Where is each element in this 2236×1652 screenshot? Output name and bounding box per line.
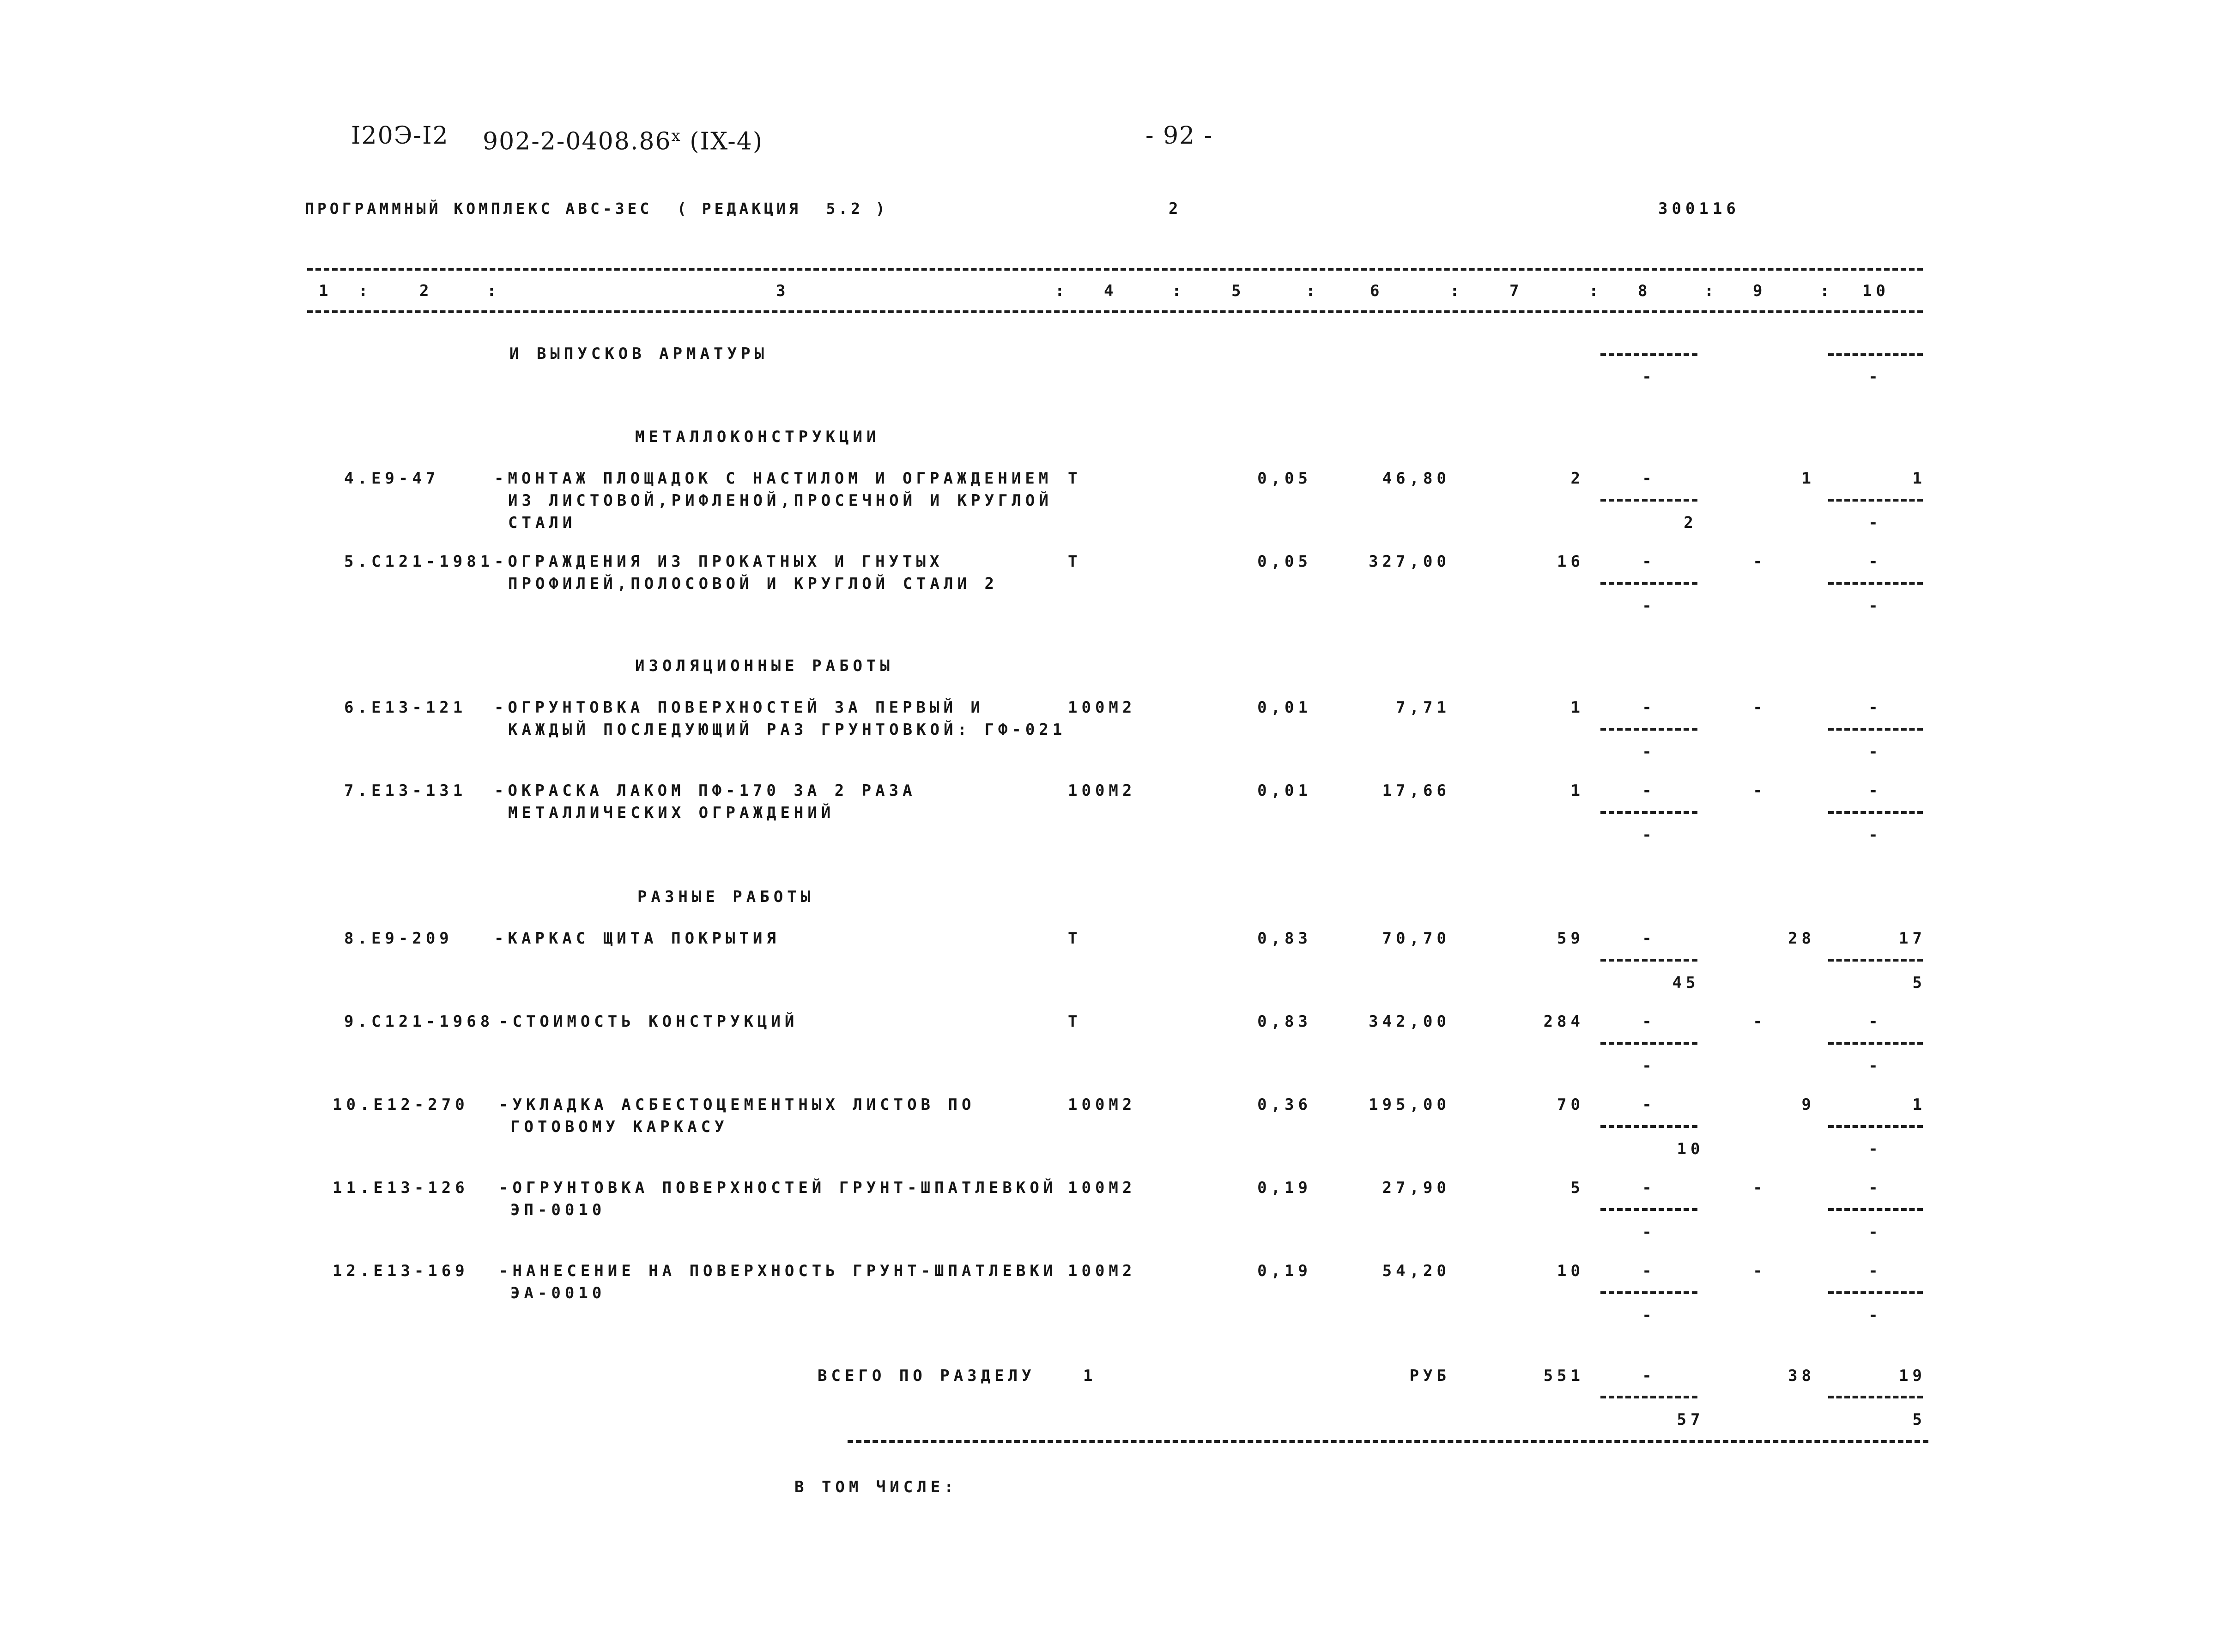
c8-bottom: -	[1642, 368, 1656, 386]
row-c10-top: 17	[1899, 929, 1926, 948]
row-c9: -	[1753, 1012, 1767, 1031]
row-price: 46,80	[1382, 469, 1450, 488]
colsep: :	[1306, 282, 1320, 300]
row-unit: Т	[1068, 552, 1082, 571]
row-c8-top: -	[1642, 552, 1656, 571]
c10-rule	[1828, 1125, 1923, 1128]
section-title: МЕТАЛЛОКОНСТРУКЦИИ	[635, 428, 880, 446]
row-c8-bottom: -	[1642, 1057, 1656, 1075]
c10-rule	[1828, 353, 1923, 356]
c10-rule	[1828, 499, 1923, 502]
row-qty: 0,05	[1257, 469, 1312, 488]
row-price: 70,70	[1382, 929, 1450, 948]
c10-rule	[1828, 811, 1923, 814]
row-code: 10.Е12-270	[333, 1095, 469, 1114]
colhead-4: 4	[1104, 282, 1118, 300]
row-c10-bottom: -	[1868, 1306, 1882, 1325]
row-unit: Т	[1068, 469, 1082, 488]
row-code: 8.Е9-209	[344, 929, 453, 948]
row-c10-top: -	[1868, 1262, 1882, 1280]
total-unit: РУБ	[1409, 1367, 1450, 1385]
row-c8-top: -	[1642, 1262, 1656, 1280]
c8-rule	[1600, 1396, 1697, 1398]
row-desc: -ОКРАСКА ЛАКОМ ПФ-170 ЗА 2 РАЗА	[494, 781, 916, 800]
row-c8-top: -	[1642, 929, 1656, 948]
total-count: 1	[1083, 1367, 1097, 1385]
colsep: :	[1172, 282, 1186, 300]
row-c8-bottom: -	[1642, 597, 1656, 615]
colhead-9: 9	[1753, 282, 1767, 300]
total-c7: 551	[1543, 1367, 1584, 1385]
sheet-number: 2	[1169, 200, 1182, 218]
colhead-10: 10	[1862, 282, 1890, 300]
row-desc: -ОГРУНТОВКА ПОВЕРХНОСТЕЙ ЗА ПЕРВЫЙ И	[494, 698, 984, 717]
row-unit: 100М2	[1068, 1095, 1136, 1114]
row-desc-line2: КАЖДЫЙ ПОСЛЕДУЮЩИЙ РАЗ ГРУНТОВКОЙ: ГФ-021	[508, 720, 1066, 739]
c8-rule	[1600, 499, 1697, 502]
colsep: :	[358, 282, 372, 300]
row-code: 12.Е13-169	[333, 1262, 469, 1280]
row-c10-top: -	[1868, 1012, 1882, 1031]
row-c8-top: -	[1642, 781, 1656, 800]
c8-rule	[1600, 1291, 1697, 1294]
row-price: 327,00	[1369, 552, 1450, 571]
row-code: 9.С121-1968	[344, 1012, 494, 1031]
row-c8-top: -	[1642, 1095, 1656, 1114]
row-desc-line2: ИЗ ЛИСТОВОЙ,РИФЛЕНОЙ,ПРОСЕЧНОЙ И КРУГЛОЙ	[508, 491, 1053, 510]
colsep: :	[1704, 282, 1718, 300]
row-c9: -	[1753, 552, 1767, 571]
row-code: 4.Е9-47	[344, 469, 440, 488]
row-c10-bottom: -	[1868, 597, 1882, 615]
colsep: :	[1055, 282, 1069, 300]
total-c10-bottom: 5	[1912, 1410, 1926, 1429]
row-unit: 100М2	[1068, 781, 1136, 800]
row-c7: 16	[1557, 552, 1584, 571]
row-c10-bottom: -	[1868, 1057, 1882, 1075]
c10-rule	[1828, 1208, 1923, 1211]
c8-rule	[1600, 959, 1697, 962]
row-c10-bottom: -	[1868, 1223, 1882, 1241]
row-code: 11.Е13-126	[333, 1179, 469, 1197]
row-c7: 70	[1557, 1095, 1584, 1114]
colhead-6: 6	[1370, 282, 1384, 300]
row-unit: 100М2	[1068, 1262, 1136, 1280]
row-c10-top: 1	[1912, 469, 1926, 488]
row-code: 6.Е13-121	[344, 698, 467, 717]
rule-under-header	[307, 310, 1923, 313]
row-qty: 0,83	[1257, 1012, 1312, 1031]
c8-rule	[1600, 811, 1697, 814]
row-desc: -СТОИМОСТЬ КОНСТРУКЦИЙ	[499, 1012, 799, 1031]
c8-rule	[1600, 1125, 1697, 1128]
row-desc-line2: ЭА-0010	[510, 1284, 606, 1302]
archive-code: I20Э-I2	[351, 122, 449, 150]
row-c7: 2	[1570, 469, 1584, 488]
row-qty: 0,36	[1257, 1095, 1312, 1114]
page-number: - 92 -	[1145, 122, 1213, 150]
colsep: :	[487, 282, 501, 300]
c10-rule	[1828, 959, 1923, 962]
row-desc-line2: МЕТАЛЛИЧЕСКИХ ОГРАЖДЕНИЙ	[508, 804, 835, 822]
row-c9: 28	[1788, 929, 1815, 948]
row-c8-bottom: -	[1642, 743, 1656, 761]
row-desc-line2: ЭП-0010	[510, 1201, 606, 1219]
colhead-2: 2	[419, 282, 433, 300]
c8-rule	[1600, 582, 1697, 585]
section-title: РАЗНЫЕ РАБОТЫ	[637, 888, 815, 906]
total-c10-top: 19	[1899, 1367, 1926, 1385]
including-label: В ТОМ ЧИСЛЕ:	[794, 1478, 958, 1496]
row-c10-bottom: -	[1868, 826, 1882, 844]
row-unit: Т	[1068, 1012, 1082, 1031]
row-code: 7.Е13-131	[344, 781, 467, 800]
row-qty: 0,01	[1257, 698, 1312, 717]
c8-rule	[1600, 728, 1697, 731]
row-c7: 5	[1570, 1179, 1584, 1197]
row-c9: 9	[1801, 1095, 1815, 1114]
row-price: 195,00	[1369, 1095, 1450, 1114]
c8-rule	[1600, 1042, 1697, 1045]
row-c9: -	[1753, 1262, 1767, 1280]
row-c8-bottom: -	[1642, 826, 1656, 844]
c8-rule	[1600, 353, 1697, 356]
rule-total	[848, 1440, 1928, 1443]
row-c7: 1	[1570, 781, 1584, 800]
row-code: 5.С121-1981	[344, 552, 494, 571]
row-c8-top: -	[1642, 1179, 1656, 1197]
colsep: :	[1450, 282, 1464, 300]
row-c8-bottom: 45	[1672, 974, 1700, 992]
total-c8-bottom: 57	[1677, 1410, 1704, 1429]
program-code: 300116	[1658, 200, 1740, 218]
row-c10-pre: 1	[1801, 469, 1815, 488]
row-price: 342,00	[1369, 1012, 1450, 1031]
row-qty: 0,19	[1257, 1179, 1312, 1197]
row-c9: -	[1753, 781, 1767, 800]
row-c10-top: -	[1868, 698, 1882, 717]
total-label: ВСЕГО ПО РАЗДЕЛУ	[818, 1367, 1036, 1385]
section-title: ИЗОЛЯЦИОННЫЕ РАБОТЫ	[635, 657, 894, 675]
c8-rule	[1600, 1208, 1697, 1211]
row-desc: -ОГРУНТОВКА ПОВЕРХНОСТЕЙ ГРУНТ-ШПАТЛЕВКОЙ	[499, 1179, 1057, 1197]
row-desc-line2: ПРОФИЛЕЙ,ПОЛОСОВОЙ И КРУГЛОЙ СТАЛИ 2	[508, 575, 998, 593]
row-price: 54,20	[1382, 1262, 1450, 1280]
row-qty: 0,19	[1257, 1262, 1312, 1280]
colhead-8: 8	[1638, 282, 1652, 300]
continuation-text: И ВЫПУСКОВ АРМАТУРЫ	[509, 345, 768, 363]
colhead-3: 3	[776, 282, 790, 300]
c10-rule	[1828, 1396, 1923, 1398]
row-c8-top: -	[1642, 698, 1656, 717]
row-c10-top: -	[1868, 1179, 1882, 1197]
total-c8-top: -	[1642, 1367, 1656, 1385]
row-desc: -НАНЕСЕНИЕ НА ПОВЕРХНОСТЬ ГРУНТ-ШПАТЛЕВКИ	[499, 1262, 1057, 1280]
row-c7: 59	[1557, 929, 1584, 948]
row-qty: 0,05	[1257, 552, 1312, 571]
c10-rule	[1828, 1042, 1923, 1045]
document-number: $902-2-0408.86^х$ (IX-4)	[483, 127, 764, 156]
row-c8-top: -	[1642, 1012, 1656, 1031]
row-c10-bottom: -	[1868, 514, 1882, 532]
row-desc: -ОГРАЖДЕНИЯ ИЗ ПРОКАТНЫХ И ГНУТЫХ	[494, 552, 944, 571]
row-price: 7,71	[1396, 698, 1450, 717]
row-c7: 1	[1570, 698, 1584, 717]
row-c8-bottom: -	[1642, 1306, 1656, 1325]
rule-top	[307, 268, 1923, 271]
row-c10-top: 1	[1912, 1095, 1926, 1114]
row-c8-bottom: 10	[1677, 1140, 1704, 1158]
row-price: 27,90	[1382, 1179, 1450, 1197]
c10-rule	[1828, 728, 1923, 731]
row-c9: -	[1753, 698, 1767, 717]
row-c8-bottom: 2	[1684, 514, 1697, 532]
row-c9: -	[1753, 1179, 1767, 1197]
row-c10-top: -	[1868, 781, 1882, 800]
row-qty: 0,83	[1257, 929, 1312, 948]
c10-rule	[1828, 582, 1923, 585]
c10-bottom: -	[1868, 368, 1882, 386]
row-unit: 100М2	[1068, 1179, 1136, 1197]
row-desc: -МОНТАЖ ПЛОЩАДОК С НАСТИЛОМ И ОГРАЖДЕНИЕМ	[494, 469, 1053, 488]
row-c8-bottom: -	[1642, 1223, 1656, 1241]
row-c10-bottom: -	[1868, 1140, 1882, 1158]
row-unit: 100М2	[1068, 698, 1136, 717]
row-price: 17,66	[1382, 781, 1450, 800]
row-c10-bottom: -	[1868, 743, 1882, 761]
row-c10-bottom: 5	[1912, 974, 1926, 992]
colsep: :	[1589, 282, 1603, 300]
row-c7: 284	[1543, 1012, 1584, 1031]
row-desc-line2: ГОТОВОМУ КАРКАСУ	[510, 1118, 728, 1136]
colhead-1: 1	[319, 282, 333, 300]
row-c7: 10	[1557, 1262, 1584, 1280]
row-desc-line3: СТАЛИ	[508, 514, 576, 532]
program-label: ПРОГРАММНЫЙ КОМПЛЕКС АВС-3ЕС ( РЕДАКЦИЯ 5.2 )	[305, 200, 888, 218]
row-desc: -КАРКАС ЩИТА ПОКРЫТИЯ	[494, 929, 780, 948]
row-c8-top: -	[1642, 469, 1656, 488]
row-qty: 0,01	[1257, 781, 1312, 800]
row-c10-top: -	[1868, 552, 1882, 571]
row-desc: -УКЛАДКА АСБЕСТОЦЕМЕНТНЫХ ЛИСТОВ ПО	[499, 1095, 976, 1114]
colhead-7: 7	[1509, 282, 1523, 300]
total-c9: 38	[1788, 1367, 1815, 1385]
colhead-5: 5	[1231, 282, 1245, 300]
c10-rule	[1828, 1291, 1923, 1294]
colsep: :	[1820, 282, 1834, 300]
row-unit: Т	[1068, 929, 1082, 948]
